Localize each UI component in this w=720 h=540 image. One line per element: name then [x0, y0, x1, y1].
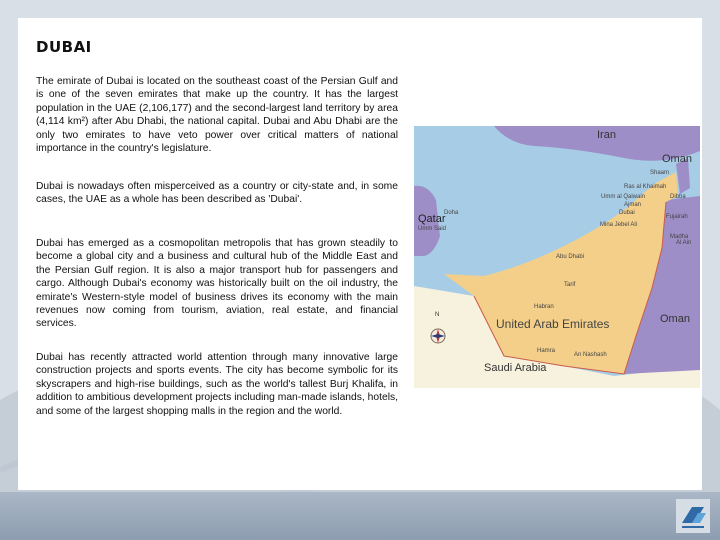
label-abu-dhabi: Abu Dhabi	[556, 254, 585, 260]
label-fujairah: Fujairah	[666, 214, 688, 220]
label-dubai: Dubai	[619, 210, 635, 216]
paragraph-economy: Dubai has emerged as a cosmopolitan metropolis that has grown steadily to become a global city and a business and cultural hub of the Middle East and the Persian Gulf region. It is also a major transport hub for passengers and cargo. Although Dubai's economy was historically built on the oil industry, the emirate's Western-style model of business drives its economy with the main revenues now coming from tourism, aviation, real estate, and financial services.	[36, 238, 398, 330]
label-an-nashash: An Nashash	[574, 352, 607, 358]
company-logo-icon	[676, 499, 710, 533]
label-habran: Habran	[534, 304, 554, 310]
label-hamra: Hamra	[537, 348, 556, 354]
label-madha: Madha	[670, 234, 689, 240]
label-tarif: Tarif	[564, 282, 576, 288]
label-oman-north: Oman	[662, 153, 692, 165]
label-ras-al-khaimah: Ras al Khaimah	[624, 184, 667, 190]
paragraph-misperception: Dubai is nowadays often misperceived as a country or city-state and, in some cases, the UAE as a whole has been described as 'Dubai'.	[36, 181, 398, 206]
label-al-ain: Al Ain	[676, 240, 692, 246]
label-dibba: Dibba	[670, 194, 686, 200]
label-shaam: Shaam	[650, 170, 670, 176]
label-saudi: Saudi Arabia	[484, 362, 547, 374]
label-mina-jebel-ali: Mina Jebel Ali	[600, 222, 638, 228]
label-ajman: Ajman	[624, 202, 642, 208]
footer-bar	[0, 492, 720, 540]
paragraph-location: The emirate of Dubai is located on the southeast coast of the Persian Gulf and is one of the seven emirates that make up the country. It has the largest population in the UAE (2,106,177) and the second-largest land territory by area (4,114 km²) after Abu Dhabi, the national capital. Dubai and Abu Dhabi are the only two emirates to have veto power over critical matters of national importance in the country's legislature.	[36, 76, 398, 155]
label-doha: Doha	[444, 210, 459, 216]
label-umm-said: Umm Said	[418, 226, 447, 232]
label-iran: Iran	[597, 129, 616, 141]
compass-north-label: N	[435, 312, 440, 318]
label-umm-al-qaiwain: Umm al Qaiwain	[601, 194, 646, 200]
label-qatar: Qatar	[418, 213, 446, 225]
label-oman-east: Oman	[660, 313, 690, 325]
label-uae: United Arab Emirates	[496, 317, 610, 331]
paragraph-attractions: Dubai has recently attracted world attention through many innovative large construction projects and sports events. The city has become symbolic for its skyscrapers and high-rise buildings, such as the world's tallest Burj Khalifa, in addition to ambitious development projects including man-made islands, hotels, and some of the largest shopping malls in the region and the world.	[36, 352, 398, 417]
uae-map	[414, 126, 700, 388]
slide-title: DUBAI	[36, 38, 92, 56]
